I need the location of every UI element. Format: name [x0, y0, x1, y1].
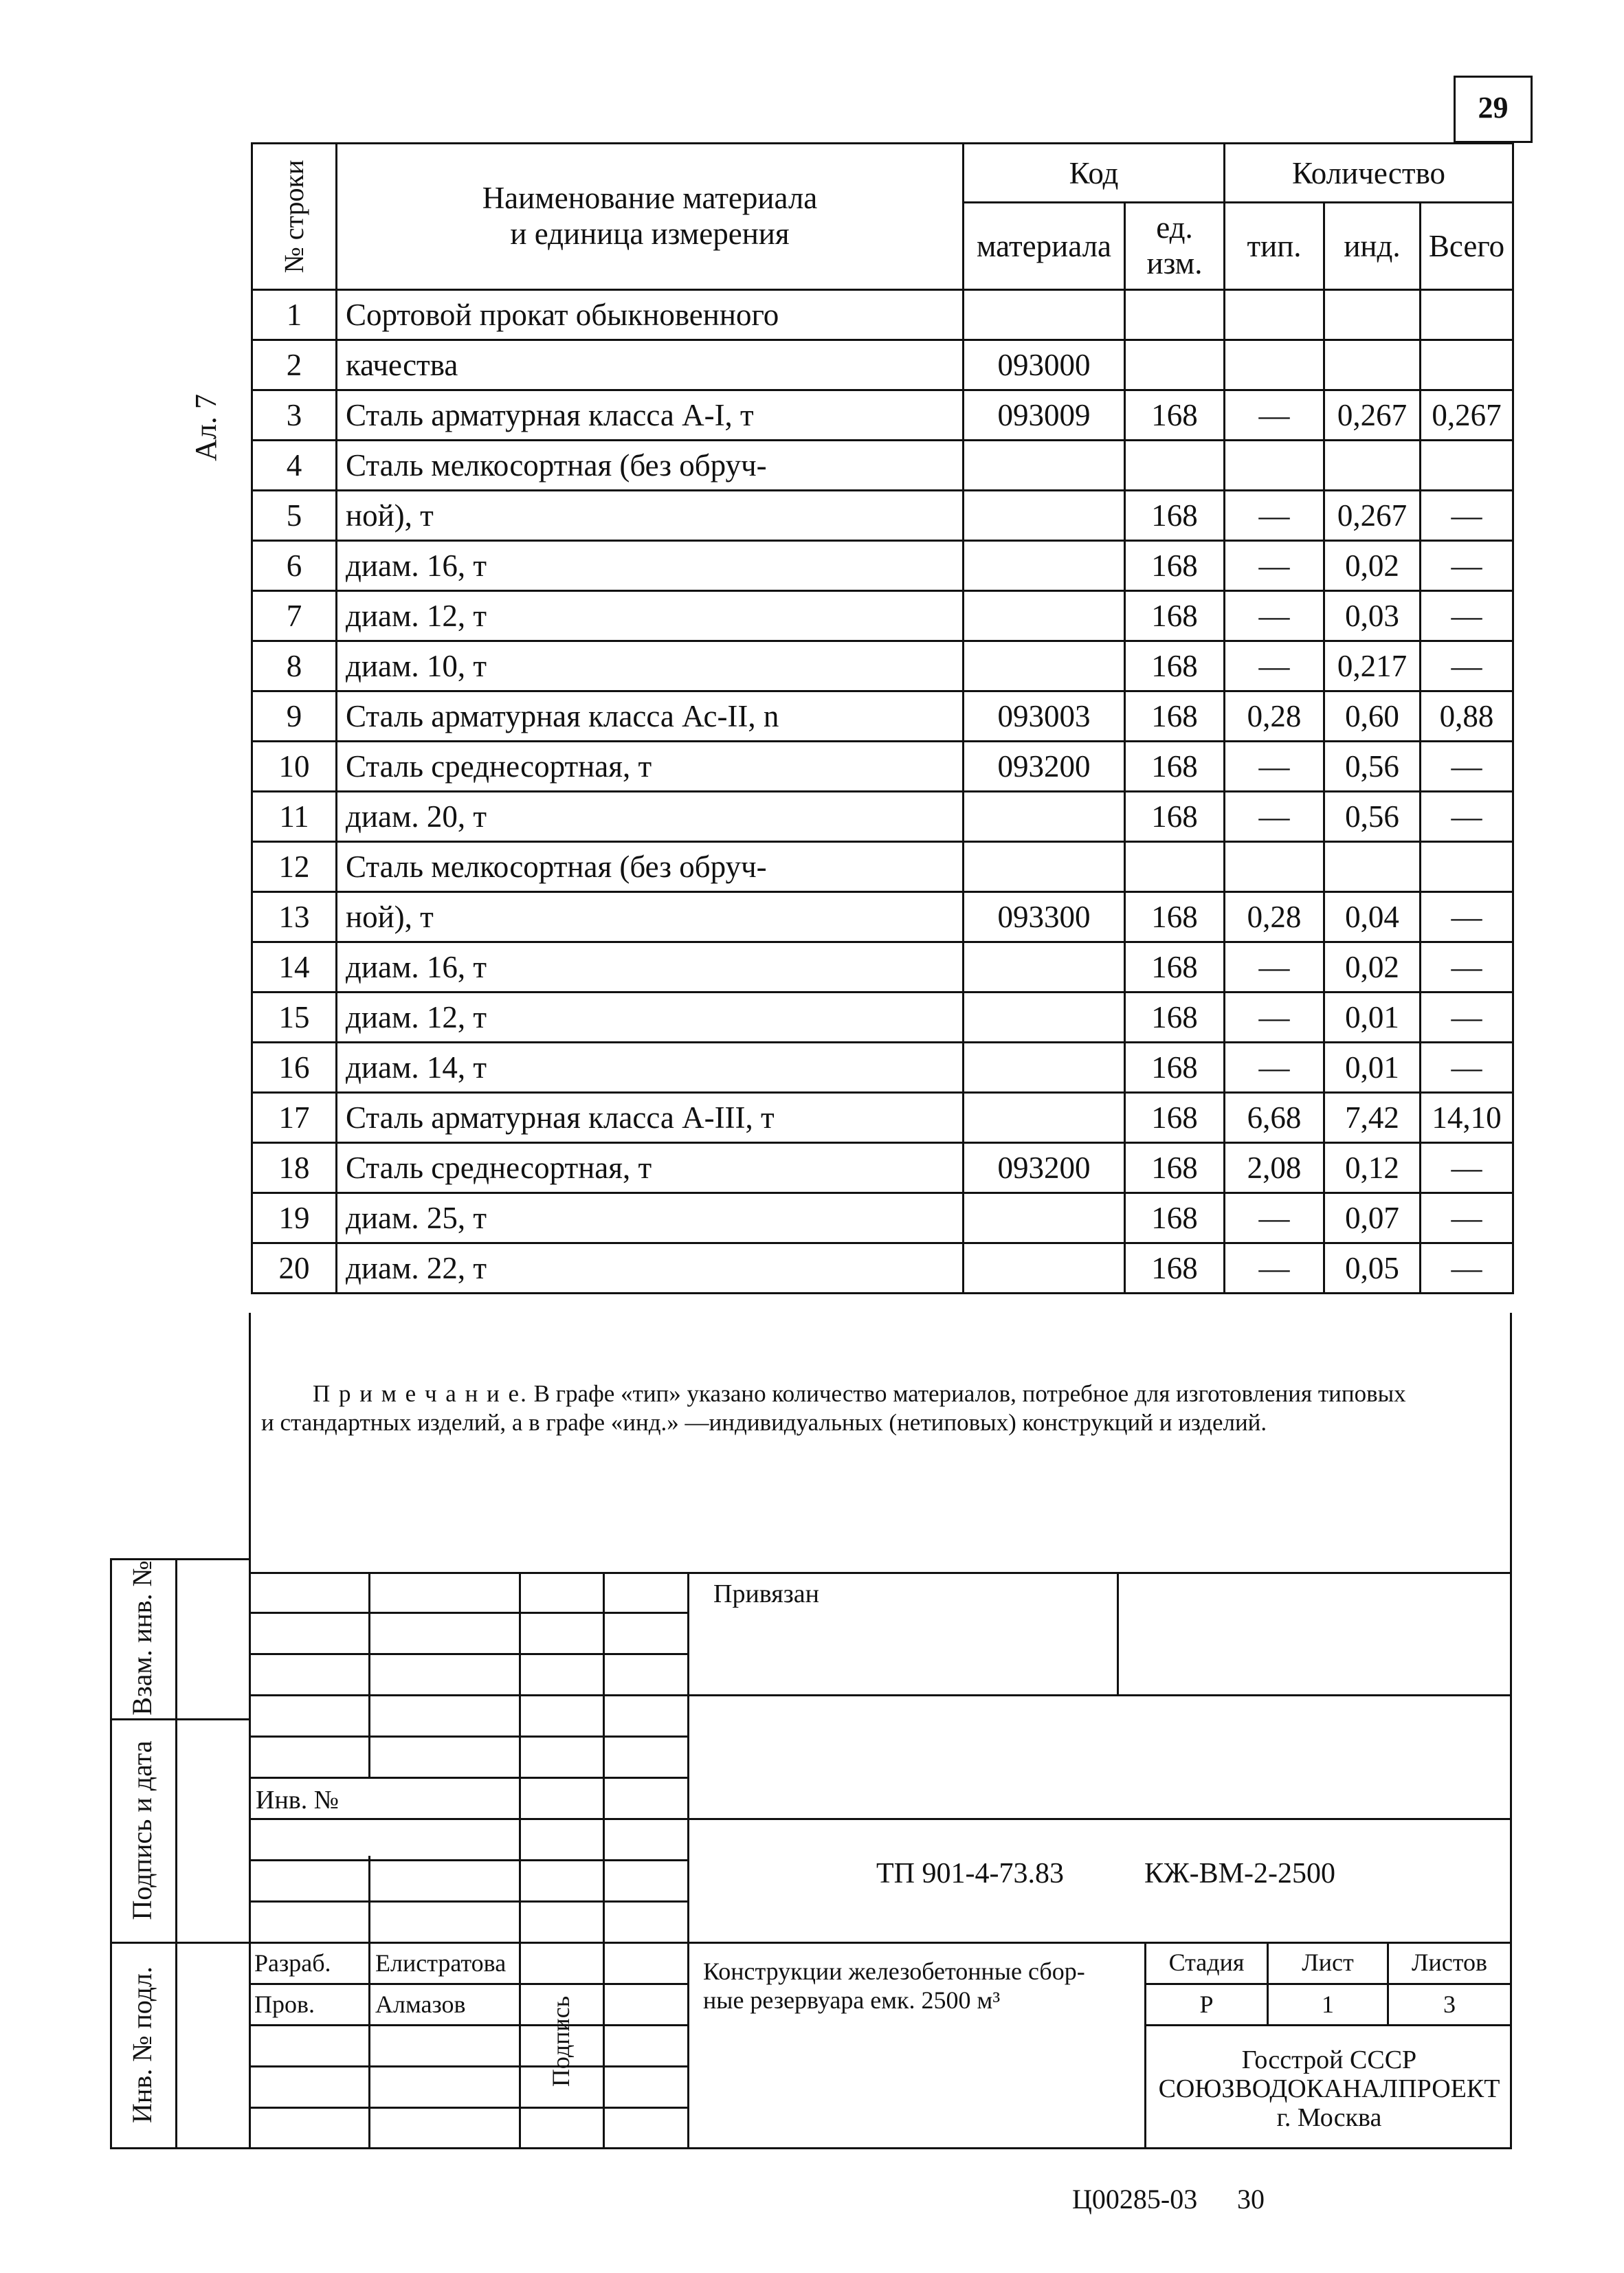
- tb-col-a: [368, 1572, 370, 1778]
- tb-row-11: [249, 2024, 689, 2026]
- table-row: [252, 340, 1513, 390]
- row-qty-typ: [1225, 290, 1324, 340]
- row-unit-code: 168: [1125, 1043, 1225, 1093]
- row-qty-total: [1421, 842, 1513, 892]
- tb-row-3: [249, 1694, 1512, 1696]
- row-no: 6: [252, 541, 337, 591]
- row-no: 3: [252, 390, 337, 441]
- row-name: диам. 16, т: [337, 942, 964, 993]
- row-material-code: 093200: [964, 742, 1125, 792]
- tb-prov-name: Алмазов: [375, 1991, 466, 2018]
- row-no: 12: [252, 842, 337, 892]
- table-row: [252, 290, 1513, 340]
- row-qty-typ: 6,68: [1225, 1093, 1324, 1143]
- tb-description-line2: ные резервуара емк. 2500 м³: [703, 1986, 1001, 2014]
- row-qty-ind: [1324, 340, 1421, 390]
- row-material-code: 093009: [964, 390, 1125, 441]
- row-material-code: [964, 1193, 1125, 1243]
- row-qty-typ: —: [1225, 591, 1324, 641]
- row-material-code: [964, 792, 1125, 842]
- row-qty-typ: —: [1225, 942, 1324, 993]
- table-row: [252, 1243, 1513, 1294]
- side-stamp-inv-podl: Инв. № подл.: [126, 1966, 157, 2123]
- tb-privyazan: Привязан: [713, 1579, 819, 1608]
- row-name: диам. 14, т: [337, 1043, 964, 1093]
- row-material-code: [964, 491, 1125, 541]
- row-material-code: [964, 641, 1125, 691]
- table-row: [252, 390, 1513, 441]
- tb-org-line2: СОЮЗВОДОКАНАЛПРОЕКТ: [1158, 2074, 1500, 2103]
- header-name: [337, 144, 964, 290]
- row-qty-total: —: [1421, 641, 1513, 691]
- row-qty-total: 0,267: [1421, 390, 1513, 441]
- row-qty-ind: 0,56: [1324, 792, 1421, 842]
- note-text-1: В графе «тип» указано количество материалов, потребное для изготовления типовых: [527, 1380, 1406, 1407]
- note-line2: и стандартных изделий, а в графе «инд.» —индивидуальных (нетиповых) конструкций и изделий.: [261, 1409, 1267, 1436]
- row-name: диам. 20, т: [337, 792, 964, 842]
- table-row: [252, 1043, 1513, 1093]
- row-qty-total: —: [1421, 491, 1513, 541]
- row-qty-ind: 0,01: [1324, 1043, 1421, 1093]
- tb-doc-code: ТП 901-4-73.83: [876, 1858, 1064, 1889]
- row-no: 2: [252, 340, 337, 390]
- row-no: 14: [252, 942, 337, 993]
- tb-razrab-label: Разраб.: [254, 1949, 331, 1977]
- tb-stage-row-1: [1144, 1983, 1512, 1985]
- row-name: ной), т: [337, 491, 964, 541]
- table-row: [252, 942, 1513, 993]
- row-qty-total: [1421, 340, 1513, 390]
- row-qty-typ: —: [1225, 390, 1324, 441]
- row-unit-code: 168: [1125, 390, 1225, 441]
- row-name: Сталь среднесортная, т: [337, 1143, 964, 1193]
- header-code-unit-line1: ед.: [1156, 210, 1193, 245]
- materials-table: [251, 142, 1514, 1294]
- row-material-code: 093200: [964, 1143, 1125, 1193]
- row-unit-code: 168: [1125, 1193, 1225, 1243]
- side-stamp-divider: [175, 1558, 177, 2149]
- table-row: [252, 993, 1513, 1043]
- table-row: [252, 742, 1513, 792]
- row-no: 9: [252, 691, 337, 742]
- row-material-code: [964, 1093, 1125, 1143]
- row-qty-total: —: [1421, 1243, 1513, 1294]
- row-name: Сталь мелкосортная (без обруч-: [337, 441, 964, 491]
- table-row: [252, 842, 1513, 892]
- page-number: 29: [1478, 91, 1509, 124]
- row-material-code: [964, 290, 1125, 340]
- row-qty-ind: 0,267: [1324, 491, 1421, 541]
- header-row-no-label: № строки: [278, 159, 309, 274]
- header-code-group: Код: [964, 144, 1225, 203]
- row-unit-code: 168: [1125, 742, 1225, 792]
- table-row: [252, 892, 1513, 942]
- tb-col-privyazan-right: [1117, 1572, 1119, 1696]
- row-qty-ind: 0,07: [1324, 1193, 1421, 1243]
- row-qty-typ: —: [1225, 742, 1324, 792]
- tb-doc-mark: КЖ-ВМ-2-2500: [1144, 1858, 1335, 1889]
- tb-org-line1: Госстрой СССР: [1241, 2045, 1417, 2074]
- row-name: диам. 16, т: [337, 541, 964, 591]
- side-label: Ал. 7: [189, 394, 223, 461]
- header-qty-group: Количество: [1225, 144, 1513, 203]
- row-material-code: 093300: [964, 892, 1125, 942]
- row-name: Сталь арматурная класса А-III, т: [337, 1093, 964, 1143]
- row-qty-total: —: [1421, 792, 1513, 842]
- row-qty-typ: —: [1225, 1043, 1324, 1093]
- tb-podpis: Подпись: [547, 1995, 575, 2087]
- row-name: Сортовой прокат обыкновенного: [337, 290, 964, 340]
- table-row: [252, 1143, 1513, 1193]
- tb-row-7: [249, 1859, 689, 1861]
- row-qty-typ: —: [1225, 641, 1324, 691]
- row-no: 7: [252, 591, 337, 641]
- row-name: диам. 12, т: [337, 993, 964, 1043]
- row-name: диам. 25, т: [337, 1193, 964, 1243]
- header-qty-typ: тип.: [1225, 203, 1324, 290]
- table-row: [252, 792, 1513, 842]
- row-unit-code: 168: [1125, 892, 1225, 942]
- tb-razrab-name: Елистратова: [375, 1949, 507, 1977]
- side-stamp-podpis-data: Подпись и дата: [126, 1740, 157, 1920]
- table-row: [252, 491, 1513, 541]
- tb-row-5: [249, 1777, 689, 1779]
- row-qty-ind: 0,12: [1324, 1143, 1421, 1193]
- footer-code: Ц00285-03: [1072, 2184, 1198, 2215]
- note-title: П р и м е ч а н и е.: [313, 1380, 528, 1407]
- row-qty-total: —: [1421, 1143, 1513, 1193]
- row-qty-ind: 0,02: [1324, 541, 1421, 591]
- tb-stage-label: Стадия: [1168, 1949, 1245, 1976]
- header-name-line2: и единица измерения: [510, 217, 790, 251]
- row-qty-typ: —: [1225, 541, 1324, 591]
- row-qty-typ: 2,08: [1225, 1143, 1324, 1193]
- row-no: 8: [252, 641, 337, 691]
- row-no: 15: [252, 993, 337, 1043]
- row-qty-ind: [1324, 842, 1421, 892]
- tb-inv-no: Инв. №: [256, 1786, 339, 1815]
- tb-row-13: [249, 2107, 689, 2109]
- frame-bottom-border: [110, 2147, 1512, 2149]
- row-material-code: [964, 993, 1125, 1043]
- row-qty-total: —: [1421, 591, 1513, 641]
- tb-row-10: [249, 1983, 689, 1985]
- row-qty-total: —: [1421, 541, 1513, 591]
- row-qty-total: 14,10: [1421, 1093, 1513, 1143]
- row-qty-total: —: [1421, 742, 1513, 792]
- row-qty-total: —: [1421, 942, 1513, 993]
- table-row: [252, 1193, 1513, 1243]
- row-qty-typ: —: [1225, 1243, 1324, 1294]
- row-no: 11: [252, 792, 337, 842]
- row-qty-typ: [1225, 340, 1324, 390]
- row-material-code: [964, 1043, 1125, 1093]
- table-row: [252, 1093, 1513, 1143]
- row-material-code: 093000: [964, 340, 1125, 390]
- row-unit-code: 168: [1125, 641, 1225, 691]
- row-qty-total: —: [1421, 1193, 1513, 1243]
- header-code-unit: [1125, 203, 1225, 290]
- row-unit-code: [1125, 290, 1225, 340]
- table-row: [252, 441, 1513, 491]
- side-stamp-left: [110, 1558, 112, 2149]
- row-unit-code: 168: [1125, 942, 1225, 993]
- row-qty-ind: 0,267: [1324, 390, 1421, 441]
- row-qty-ind: 0,56: [1324, 742, 1421, 792]
- row-qty-total: —: [1421, 892, 1513, 942]
- row-material-code: 093003: [964, 691, 1125, 742]
- tb-row-4: [249, 1736, 689, 1738]
- row-unit-code: 168: [1125, 591, 1225, 641]
- row-name: Сталь арматурная класса А-I, т: [337, 390, 964, 441]
- row-unit-code: 168: [1125, 1143, 1225, 1193]
- row-qty-total: —: [1421, 1043, 1513, 1093]
- row-qty-typ: —: [1225, 1193, 1324, 1243]
- table-row: [252, 541, 1513, 591]
- tb-prov-label: Пров.: [254, 1991, 315, 2018]
- row-material-code: [964, 441, 1125, 491]
- row-no: 19: [252, 1193, 337, 1243]
- header-code-material: материала: [964, 203, 1125, 290]
- row-no: 13: [252, 892, 337, 942]
- row-qty-total: —: [1421, 993, 1513, 1043]
- row-unit-code: 168: [1125, 993, 1225, 1043]
- tb-row-6: [249, 1818, 1512, 1820]
- row-qty-ind: 0,01: [1324, 993, 1421, 1043]
- row-qty-total: [1421, 290, 1513, 340]
- row-name: Сталь мелкосортная (без обруч-: [337, 842, 964, 892]
- footer-page: 30: [1237, 2184, 1265, 2215]
- row-name: Сталь среднесортная, т: [337, 742, 964, 792]
- row-qty-typ: 0,28: [1225, 892, 1324, 942]
- row-no: 17: [252, 1093, 337, 1143]
- row-material-code: [964, 942, 1125, 993]
- side-stamp-vzam: Взам. инв. №: [126, 1560, 157, 1716]
- note-line1: [313, 1382, 1406, 1406]
- tb-stage-value: Р: [1199, 1991, 1214, 2018]
- row-no: 5: [252, 491, 337, 541]
- row-name: диам. 22, т: [337, 1243, 964, 1294]
- row-material-code: [964, 541, 1125, 591]
- row-unit-code: 168: [1125, 1243, 1225, 1294]
- row-no: 20: [252, 1243, 337, 1294]
- table-row: [252, 691, 1513, 742]
- header-qty-total: Всего: [1421, 203, 1513, 290]
- row-name: диам. 10, т: [337, 641, 964, 691]
- row-qty-ind: 0,05: [1324, 1243, 1421, 1294]
- row-qty-ind: 0,04: [1324, 892, 1421, 942]
- tb-row-9: [249, 1942, 1512, 1944]
- tb-sheets-label: Листов: [1412, 1949, 1487, 1976]
- row-qty-ind: [1324, 441, 1421, 491]
- tb-description-line1: Конструкции железобетонные сбор-: [703, 1958, 1085, 1985]
- row-unit-code: 168: [1125, 691, 1225, 742]
- row-no: 18: [252, 1143, 337, 1193]
- row-qty-total: [1421, 441, 1513, 491]
- row-name: диам. 12, т: [337, 591, 964, 641]
- tb-row-8: [249, 1900, 689, 1903]
- row-material-code: [964, 842, 1125, 892]
- row-name: ной), т: [337, 892, 964, 942]
- row-qty-ind: 0,217: [1324, 641, 1421, 691]
- tb-sheets-value: 3: [1443, 1991, 1456, 2018]
- row-no: 4: [252, 441, 337, 491]
- tb-row-2: [249, 1653, 689, 1655]
- row-no: 16: [252, 1043, 337, 1093]
- row-unit-code: 168: [1125, 1093, 1225, 1143]
- row-qty-typ: —: [1225, 491, 1324, 541]
- row-material-code: [964, 591, 1125, 641]
- row-qty-ind: 7,42: [1324, 1093, 1421, 1143]
- tb-sheet-value: 1: [1322, 1991, 1334, 2018]
- table-row: [252, 591, 1513, 641]
- row-unit-code: [1125, 441, 1225, 491]
- row-no: 10: [252, 742, 337, 792]
- row-no: 1: [252, 290, 337, 340]
- row-material-code: [964, 1243, 1125, 1294]
- header-name-line1: Наименование материала: [482, 181, 818, 216]
- row-unit-code: 168: [1125, 541, 1225, 591]
- tb-top: [249, 1572, 1512, 1574]
- row-unit-code: 168: [1125, 792, 1225, 842]
- header-qty-ind: инд.: [1324, 203, 1421, 290]
- row-qty-typ: [1225, 842, 1324, 892]
- tb-sheet-label: Лист: [1302, 1949, 1354, 1976]
- row-qty-typ: [1225, 441, 1324, 491]
- row-unit-code: [1125, 842, 1225, 892]
- row-unit-code: [1125, 340, 1225, 390]
- tb-org-line3: г. Москва: [1276, 2103, 1382, 2132]
- row-name: качества: [337, 340, 964, 390]
- row-name: Сталь арматурная класса Ас-II, n: [337, 691, 964, 742]
- row-qty-ind: 0,60: [1324, 691, 1421, 742]
- row-qty-typ: —: [1225, 993, 1324, 1043]
- row-qty-typ: 0,28: [1225, 691, 1324, 742]
- table-row: [252, 641, 1513, 691]
- row-unit-code: 168: [1125, 491, 1225, 541]
- header-code-unit-line2: изм.: [1146, 246, 1203, 281]
- row-qty-ind: 0,03: [1324, 591, 1421, 641]
- row-qty-typ: —: [1225, 792, 1324, 842]
- row-qty-ind: [1324, 290, 1421, 340]
- tb-stage-row-2: [1144, 2024, 1512, 2026]
- tb-row-12: [249, 2065, 689, 2067]
- row-qty-ind: 0,02: [1324, 942, 1421, 993]
- row-qty-total: 0,88: [1421, 691, 1513, 742]
- tb-row-1: [249, 1612, 689, 1614]
- header-row-no: [252, 144, 337, 290]
